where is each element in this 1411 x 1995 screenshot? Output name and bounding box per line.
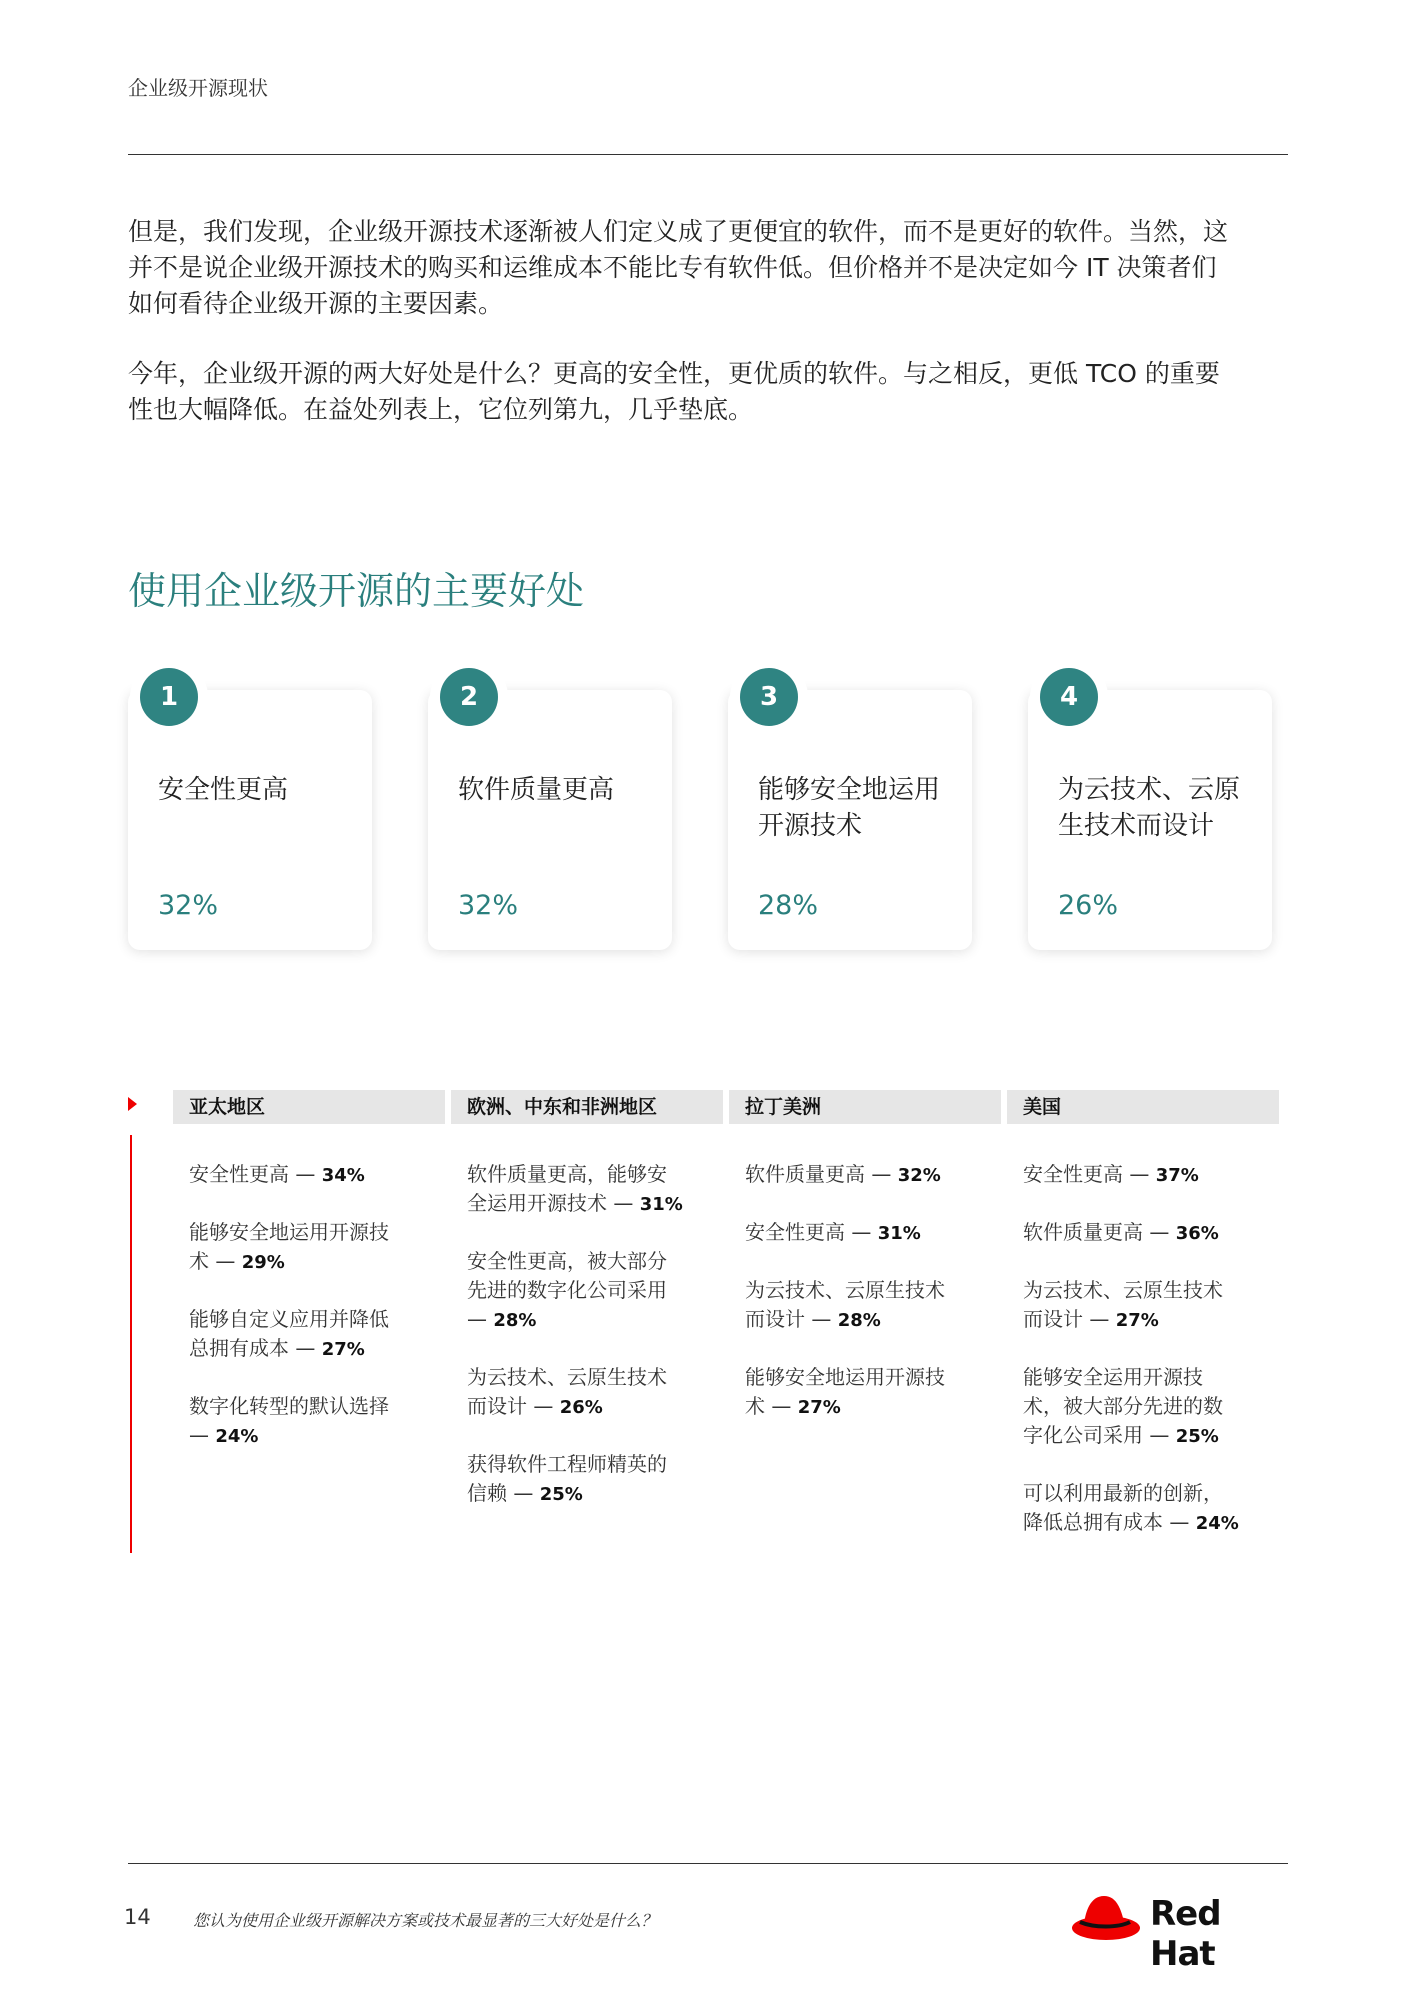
benefit-label-line: 为云技术、云原 [1058,775,1241,805]
text-line: 今年，企业级开源的两大好处是什么？更高的安全性，更优质的软件。与之相反，更低 TCO 的重要 [128,359,1220,388]
benefit-label-line: 开源技术 [758,811,863,841]
red-accent-line [130,1135,132,1553]
item-text: 能够自定义应用并降低 [189,1307,389,1331]
list-item [745,1363,985,1422]
item-text: 为云技术、云原生技术 [1023,1278,1223,1302]
list-item [1023,1363,1263,1451]
item-text: 安全性更高 — [1023,1162,1156,1186]
region-emea [451,1090,723,1537]
item-percent: 31% [877,1223,921,1244]
region-list [173,1160,445,1451]
item-percent: 28% [493,1310,537,1331]
list-item [1023,1218,1263,1248]
text-line: 性也大幅降低。在益处列表上，它位列第九，几乎垫底。 [128,395,754,424]
item-text: 安全性更高，被大部分 [467,1249,667,1273]
item-text: 安全性更高 — [189,1162,322,1186]
red-arrow-icon [128,1097,137,1111]
list-item [467,1363,707,1422]
item-percent: 29% [241,1252,285,1273]
region-list [1007,1160,1279,1538]
item-text: 术 — [189,1249,242,1273]
benefit-label-line: 能够安全地运用 [758,775,941,805]
item-text: 术 — [745,1394,798,1418]
item-text: 为云技术、云原生技术 [467,1365,667,1389]
item-text: 软件质量更高，能够安 [467,1162,667,1186]
item-text: 能够安全运用开源技 [1023,1365,1203,1389]
item-text: 可以利用最新的创新， [1023,1481,1223,1505]
list-item [745,1218,985,1248]
item-percent: 25% [1175,1426,1219,1447]
text-line: 如何看待企业级开源的主要因素。 [128,289,504,318]
text-line: 但是，我们发现，企业级开源技术逐渐被人们定义成了更便宜的软件，而不是更好的软件。当然，这 [128,217,1229,246]
page-number: 14 [124,1905,151,1929]
running-header: 企业级开源现状 [128,76,268,100]
intro-paragraph-1 [128,214,1298,322]
item-text: — [189,1423,216,1447]
list-item [189,1160,429,1190]
item-text: — [467,1307,494,1331]
item-text: 软件质量更高 — [1023,1220,1176,1244]
item-text: 信赖 — [467,1481,540,1505]
rank-badge: 2 [440,668,498,726]
item-percent: 31% [639,1194,683,1215]
list-item [1023,1276,1263,1335]
region-latam [729,1090,1001,1450]
region-list [729,1160,1001,1422]
item-text: 降低总拥有成本 — [1023,1510,1196,1534]
item-percent: 26% [559,1397,603,1418]
benefit-label-line: 安全性更高 [158,775,289,805]
item-percent: 36% [1175,1223,1219,1244]
rank-badge: 1 [140,668,198,726]
item-percent: 24% [1195,1513,1239,1534]
item-text: 全运用开源技术 — [467,1191,640,1215]
list-item [189,1218,429,1277]
list-item [189,1305,429,1364]
region-header: 欧洲、中东和非洲地区 [451,1090,723,1124]
item-text: 术，被大部分先进的数 [1023,1394,1223,1418]
item-percent: 34% [321,1165,365,1186]
text-line: 并不是说企业级开源技术的购买和运维成本不能比专有软件低。但价格并不是决定如今 IT 决策者们 [128,253,1217,282]
section-title: 使用企业级开源的主要好处 [128,569,585,613]
list-item [189,1392,429,1451]
region-header: 美国 [1007,1090,1279,1124]
benefit-label-line: 软件质量更高 [458,775,615,805]
list-item [1023,1160,1263,1190]
rank-badge: 4 [1040,668,1098,726]
item-text: 安全性更高 — [745,1220,878,1244]
item-text: 为云技术、云原生技术 [745,1278,945,1302]
header-divider [128,154,1288,155]
item-percent: 25% [539,1484,583,1505]
list-item [745,1160,985,1190]
benefit-card-1 [128,682,372,950]
item-text: 能够安全地运用开源技 [189,1220,389,1244]
item-percent: 27% [797,1397,841,1418]
region-list [451,1160,723,1509]
region-usa [1007,1090,1279,1566]
region-header: 拉丁美洲 [729,1090,1001,1124]
item-text: 软件质量更高 — [745,1162,898,1186]
benefit-percent: 32% [158,890,219,921]
benefit-label [758,772,958,844]
list-item [745,1276,985,1335]
item-text: 能够安全地运用开源技 [745,1365,945,1389]
benefit-label [1058,772,1258,844]
benefit-percent: 32% [458,890,519,921]
footer-divider [128,1863,1288,1864]
benefit-percent: 26% [1058,890,1119,921]
region-apac [173,1090,445,1479]
benefit-percent: 28% [758,890,819,921]
redhat-hat-icon [1070,1888,1142,1944]
item-text: 而设计 — [745,1307,838,1331]
list-item [467,1247,707,1335]
region-header: 亚太地区 [173,1090,445,1124]
benefit-label [458,772,658,808]
benefit-card-2 [428,682,672,950]
item-percent: 24% [215,1426,259,1447]
benefit-label-line: 生技术而设计 [1058,811,1215,841]
benefit-card-3 [728,682,972,950]
item-text: 总拥有成本 — [189,1336,322,1360]
item-text: 而设计 — [1023,1307,1116,1331]
item-percent: 37% [1155,1165,1199,1186]
list-item [467,1160,707,1219]
item-text: 先进的数字化公司采用 [467,1278,667,1302]
rank-badge: 3 [740,668,798,726]
item-text: 获得软件工程师精英的 [467,1452,667,1476]
item-text: 字化公司采用 — [1023,1423,1176,1447]
item-text: 而设计 — [467,1394,560,1418]
footnote: 您认为使用企业级开源解决方案或技术最显著的三大好处是什么？ [193,1911,658,1930]
redhat-logo [1070,1886,1290,1974]
redhat-wordmark: Red Hat [1150,1894,1221,1974]
item-percent: 32% [897,1165,941,1186]
list-item [1023,1479,1263,1538]
benefit-label [158,772,358,808]
list-item [467,1450,707,1509]
intro-paragraph-2 [128,356,1298,428]
item-percent: 27% [321,1339,365,1360]
benefit-card-4 [1028,682,1272,950]
item-percent: 27% [1115,1310,1159,1331]
item-percent: 28% [837,1310,881,1331]
item-text: 数字化转型的默认选择 [189,1394,389,1418]
